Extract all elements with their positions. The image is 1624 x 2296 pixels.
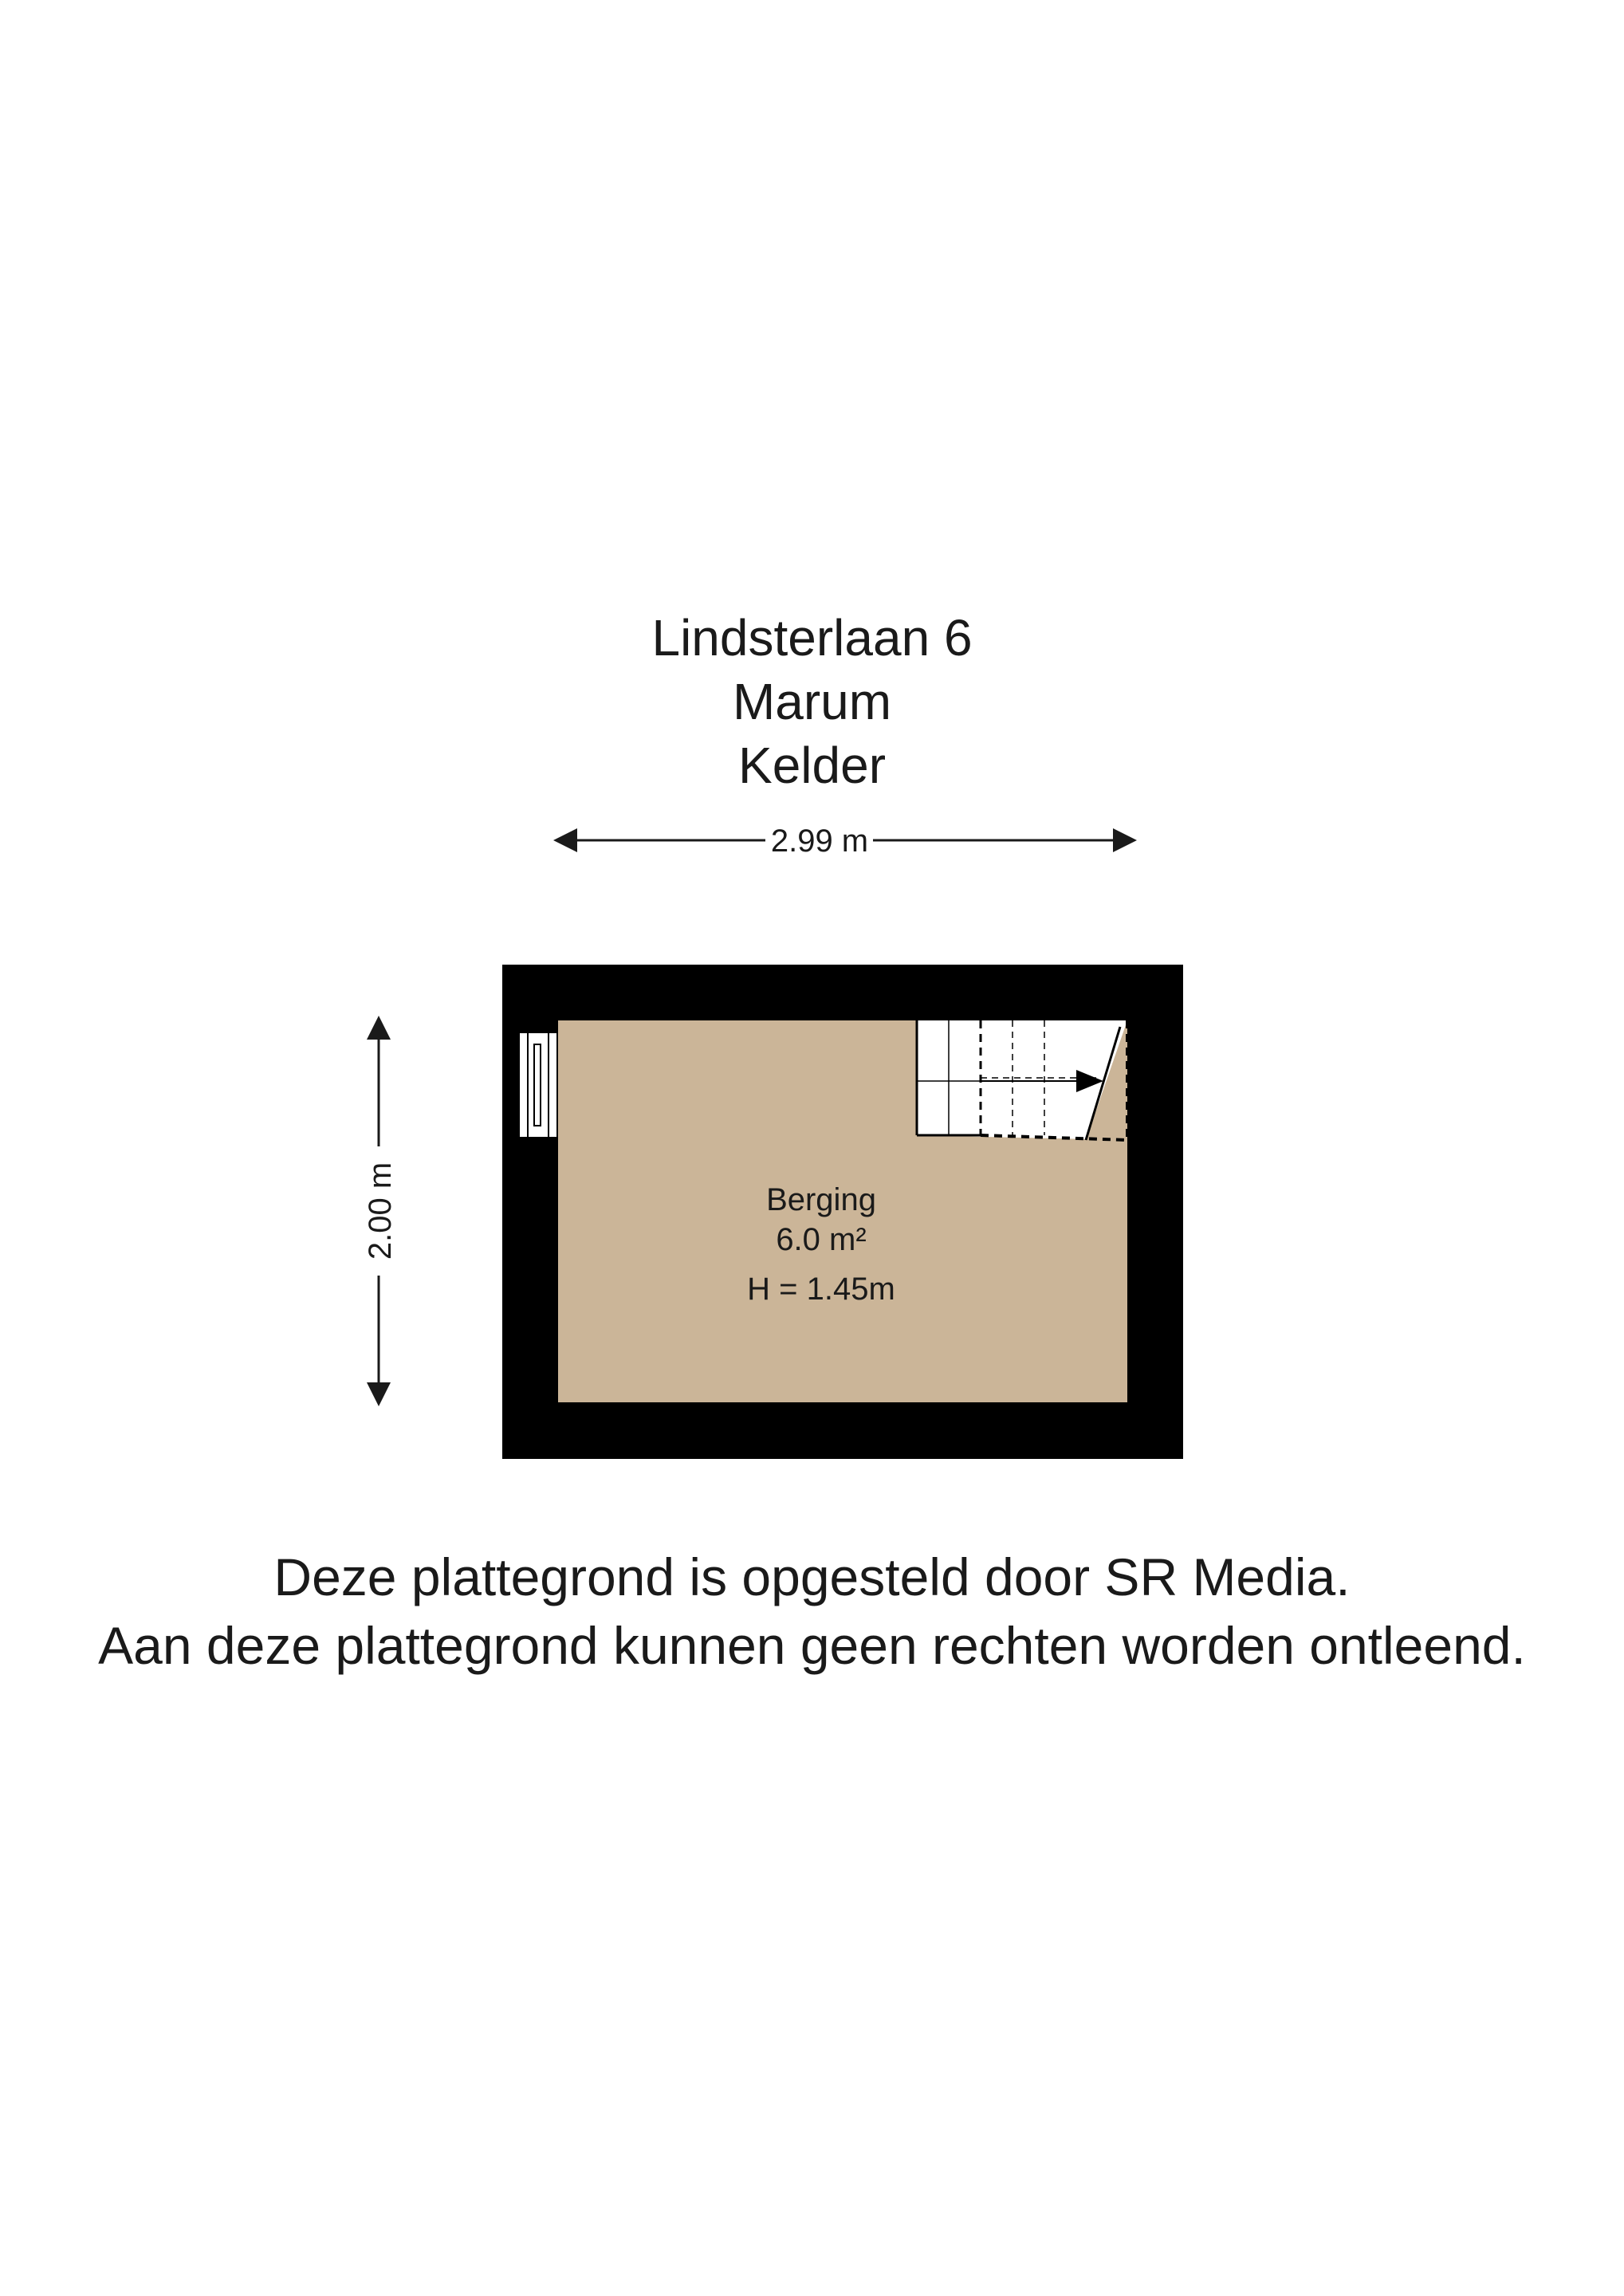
city-title: Marum xyxy=(732,673,892,730)
address-title: Lindsterlaan 6 xyxy=(651,609,973,666)
height-dimension xyxy=(363,1020,398,1402)
room-ceiling-height: H = 1.45m xyxy=(747,1272,895,1307)
height-dimension-label: 2.00 m xyxy=(363,1162,398,1260)
floor-title: Kelder xyxy=(738,737,886,794)
disclaimer-line-2: Aan deze plattegrond kunnen geen rechten worden ontleend. xyxy=(98,1616,1526,1675)
window-opening xyxy=(520,1033,556,1137)
staircase xyxy=(917,1020,1127,1140)
width-dimension xyxy=(558,824,1132,859)
room-name: Berging xyxy=(766,1182,876,1217)
disclaimer xyxy=(0,1543,1624,1680)
disclaimer-line-1: Deze plattegrond is opgesteld door SR Media. xyxy=(273,1547,1351,1606)
width-dimension-label: 2.99 m xyxy=(770,824,869,859)
room-area: 6.0 m² xyxy=(776,1222,867,1257)
window xyxy=(520,1033,556,1137)
